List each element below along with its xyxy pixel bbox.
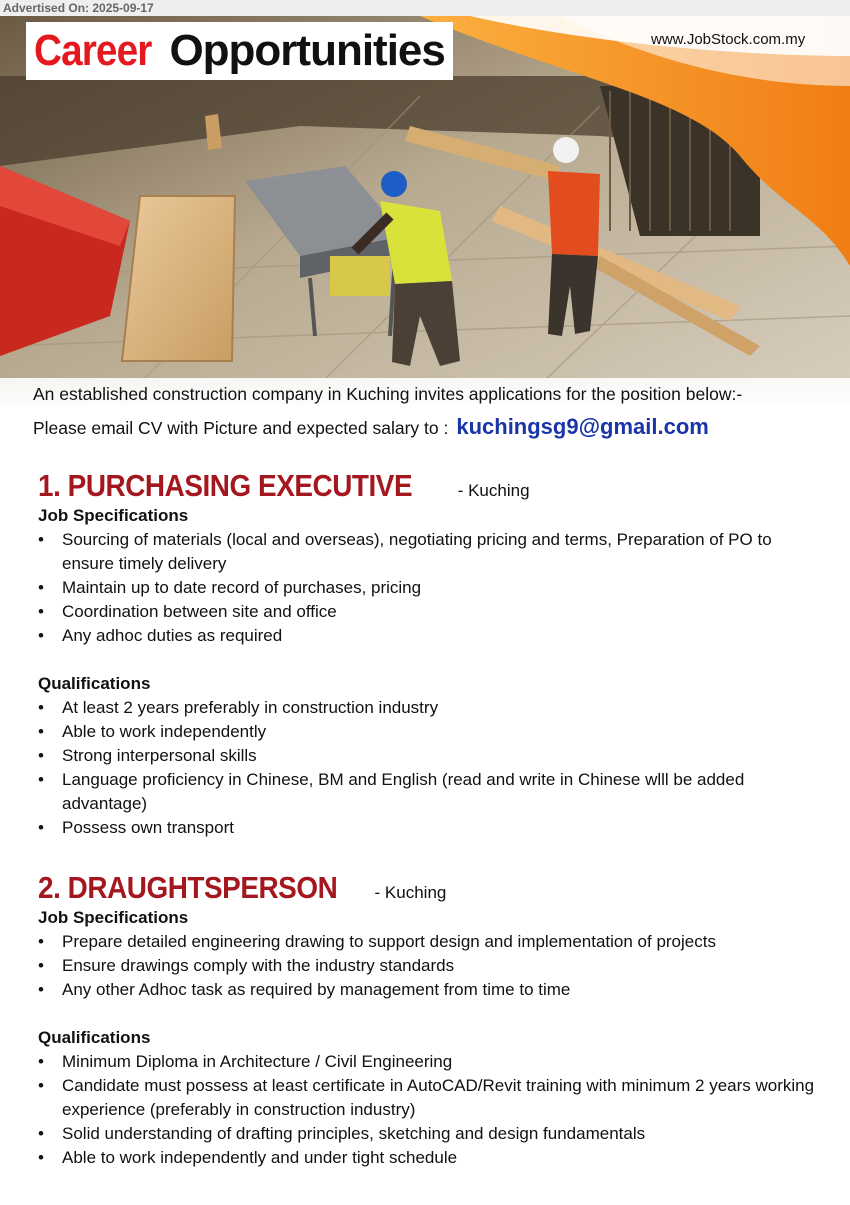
list-item: • Solid understanding of drafting principles, sketching and design fundamentals [38, 1122, 828, 1146]
title-career: Career [34, 26, 152, 75]
list-item: • Possess own transport [38, 816, 828, 840]
job-location: - Kuching [374, 883, 447, 902]
intro-text: An established construction company in Kuching invites applications for the position below:- [33, 384, 743, 404]
qualifications-heading: Qualifications [38, 1028, 151, 1047]
contact-email[interactable]: kuchingsg9@gmail.com [456, 414, 709, 439]
job-purchasing-executive [38, 468, 828, 840]
qualifications-list [38, 1050, 828, 1170]
list-item: • Able to work independently and under tight schedule [38, 1146, 828, 1170]
list-item: • At least 2 years preferably in construction industry [38, 696, 828, 720]
job-spec-heading: Job Specifications [38, 506, 189, 525]
apply-text: Please email CV with Picture and expected salary to : [33, 418, 449, 438]
qualifications-heading: Qualifications [38, 674, 151, 693]
list-item: • Sourcing of materials (local and overseas), negotiating pricing and terms, Preparation of PO to ensure timely delivery [38, 528, 828, 576]
list-item: • Strong interpersonal skills [38, 744, 828, 768]
page-title [26, 22, 453, 80]
job-title: 1. PURCHASING EXECUTIVE [38, 468, 413, 503]
advertised-date: Advertised On: 2025-09-17 [3, 1, 154, 15]
list-item: • Maintain up to date record of purchases, pricing [38, 576, 828, 600]
job-location: - Kuching [457, 481, 530, 500]
job-spec-list [38, 930, 828, 1002]
list-item: • Any adhoc duties as required [38, 624, 828, 648]
job-draughtsperson [38, 870, 828, 1170]
qualifications-list [38, 696, 828, 840]
job-spec-heading: Job Specifications [38, 908, 189, 927]
website-url[interactable]: www.JobStock.com.my [651, 31, 806, 48]
apply-instruction [33, 414, 709, 440]
list-item: • Candidate must possess at least certificate in AutoCAD/Revit training with minimum 2 years working experience (preferably in construction industry) [38, 1074, 828, 1122]
job-spec-list [38, 528, 828, 648]
title-opportunities: Opportunities [169, 26, 445, 75]
job-listings [38, 468, 828, 1170]
list-item: • Able to work independently [38, 720, 828, 744]
list-item: • Language proficiency in Chinese, BM and English (read and write in Chinese wlll be added advantage) [38, 768, 828, 816]
list-item: • Minimum Diploma in Architecture / Civil Engineering [38, 1050, 828, 1074]
job-title: 2. DRAUGHTSPERSON [38, 870, 338, 905]
list-item: • Any other Adhoc task as required by management from time to time [38, 978, 828, 1002]
list-item: • Coordination between site and office [38, 600, 828, 624]
list-item: • Ensure drawings comply with the industry standards [38, 954, 828, 978]
list-item: • Prepare detailed engineering drawing to support design and implementation of projects [38, 930, 828, 954]
